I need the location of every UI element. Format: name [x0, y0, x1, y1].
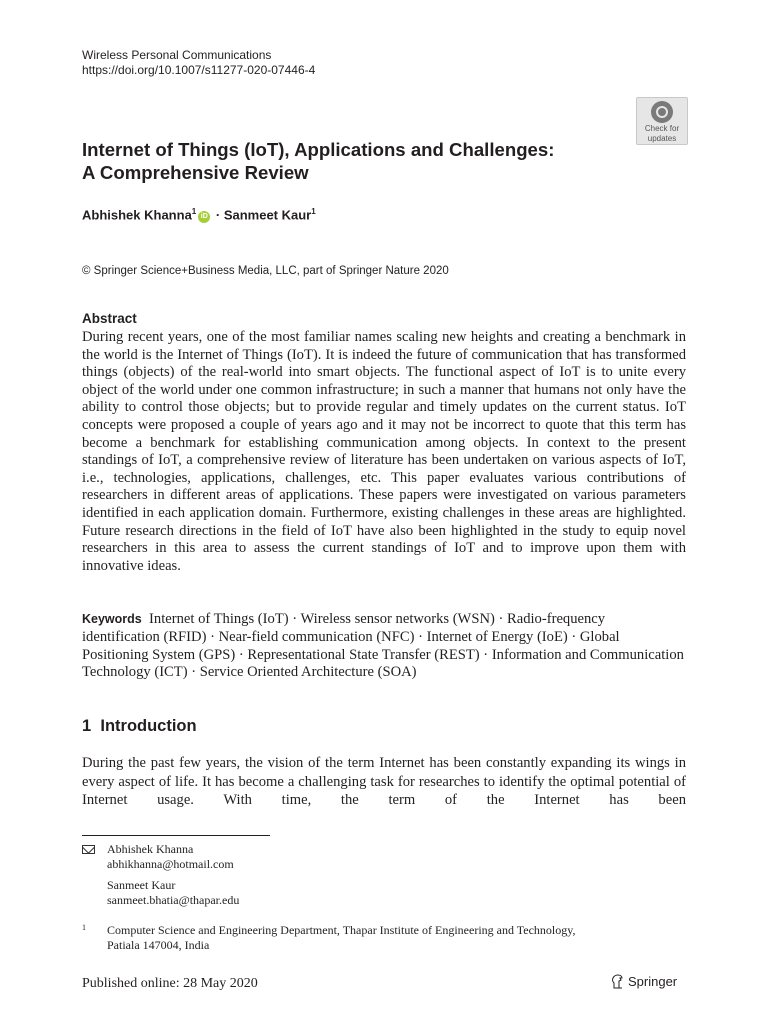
orcid-icon[interactable]: iD [198, 211, 210, 223]
contact-entry [107, 878, 239, 908]
section-number: 1 [82, 717, 92, 735]
affiliation [107, 923, 575, 953]
affiliation-line-1: Computer Science and Engineering Department, Thapar Institute of Engineering and Technology, [107, 923, 576, 937]
abstract-text: During recent years, one of the most familiar names scaling new heights and creating a benchmark in the world is the Internet of Things (IoT). It is indeed the future of communication that has transformed things (objects) of the real-world into smart objects. The functional aspect of IoT is to unite every object of the world under one common infrastructure; in such a manner that humans not only have the ability to control those objects; but to provide regular and timely updates on the current status. IoT concepts were proposed a couple of years ago and it may not be incorrect to quote that this term has become a benchmark for establishing communication among objects. In context to the present standings of IoT, a comprehensive review of literature has been undertaken on various aspects of IoT, i.e., technologies, applications, challenges, etc. This paper evaluates various contributions of researchers in different areas of applications. These papers were investigated on various parameters identified in each application domain. Furthermore, existing challenges in these areas are highlighted. Future research directions in the field of IoT have also been highlighted in the study to equip novel researchers in this area to assess the current standings of IoT and to improve upon them with innovative ideas. [82, 329, 686, 574]
title-line-2: A Comprehensive Review [82, 162, 309, 183]
keywords-list: Internet of Things (IoT) · Wireless sensor networks (WSN) · Radio-frequency identification (RFID) · Near-field communication (NFC) · Internet of Energy (IoE) · Global Positioning System (GPS) · Representational State Transfer (REST) · Information and Communication Technology (ICT) · Service Oriented Architecture (SOA) [82, 611, 684, 681]
springer-horse-icon [611, 974, 624, 989]
copyright-notice: © Springer Science+Business Media, LLC, part of Springer Nature 2020 [82, 265, 449, 277]
title-line-1: Internet of Things (IoT), Applications and Challenges: [82, 139, 555, 160]
introduction-text: During the past few years, the vision of the term Internet has been constantly expanding its wings in every aspect of life. It has become a challenging task for researches to identify the optimal potential of Internet usage. With time, the term of the Internet has been [82, 755, 686, 808]
affiliation-marker: 1 [311, 207, 316, 216]
author-list [82, 207, 316, 223]
envelope-icon [82, 845, 95, 854]
article-title [82, 138, 642, 184]
journal-header [82, 48, 315, 78]
contact-email[interactable]: sanmeet.bhatia@thapar.edu [107, 893, 240, 907]
keywords-section [82, 611, 686, 682]
author-name[interactable]: Abhishek Khanna [82, 207, 192, 223]
badge-text-line1: Check for [644, 124, 680, 133]
published-date: Published online: 28 May 2020 [82, 976, 258, 991]
author-name[interactable]: Sanmeet Kaur [223, 207, 312, 223]
check-for-updates-badge[interactable] [636, 97, 688, 145]
contact-entry [107, 842, 234, 872]
badge-text-line2: updates [647, 134, 677, 143]
publisher-logo [611, 974, 677, 989]
journal-name: Wireless Personal Communications [82, 48, 272, 62]
section-title: Introduction [100, 717, 197, 735]
abstract-heading: Abstract [82, 311, 137, 326]
contact-name: Abhishek Khanna [107, 842, 194, 856]
check-for-updates-icon [651, 101, 673, 123]
footnote-divider [82, 835, 270, 836]
publisher-name: Springer [628, 974, 678, 989]
affiliation-line-2: Patiala 147004, India [107, 938, 210, 952]
section-heading-introduction [82, 717, 197, 736]
author-separator: · [212, 207, 224, 223]
contact-name: Sanmeet Kaur [107, 878, 176, 892]
doi-link[interactable]: https://doi.org/10.1007/s11277-020-07446-4 [82, 63, 316, 77]
contact-email[interactable]: abhikhanna@hotmail.com [107, 857, 234, 871]
keywords-label: Keywords [82, 612, 142, 626]
affiliation-number: 1 [82, 923, 86, 932]
affiliation-marker: 1 [191, 207, 197, 216]
